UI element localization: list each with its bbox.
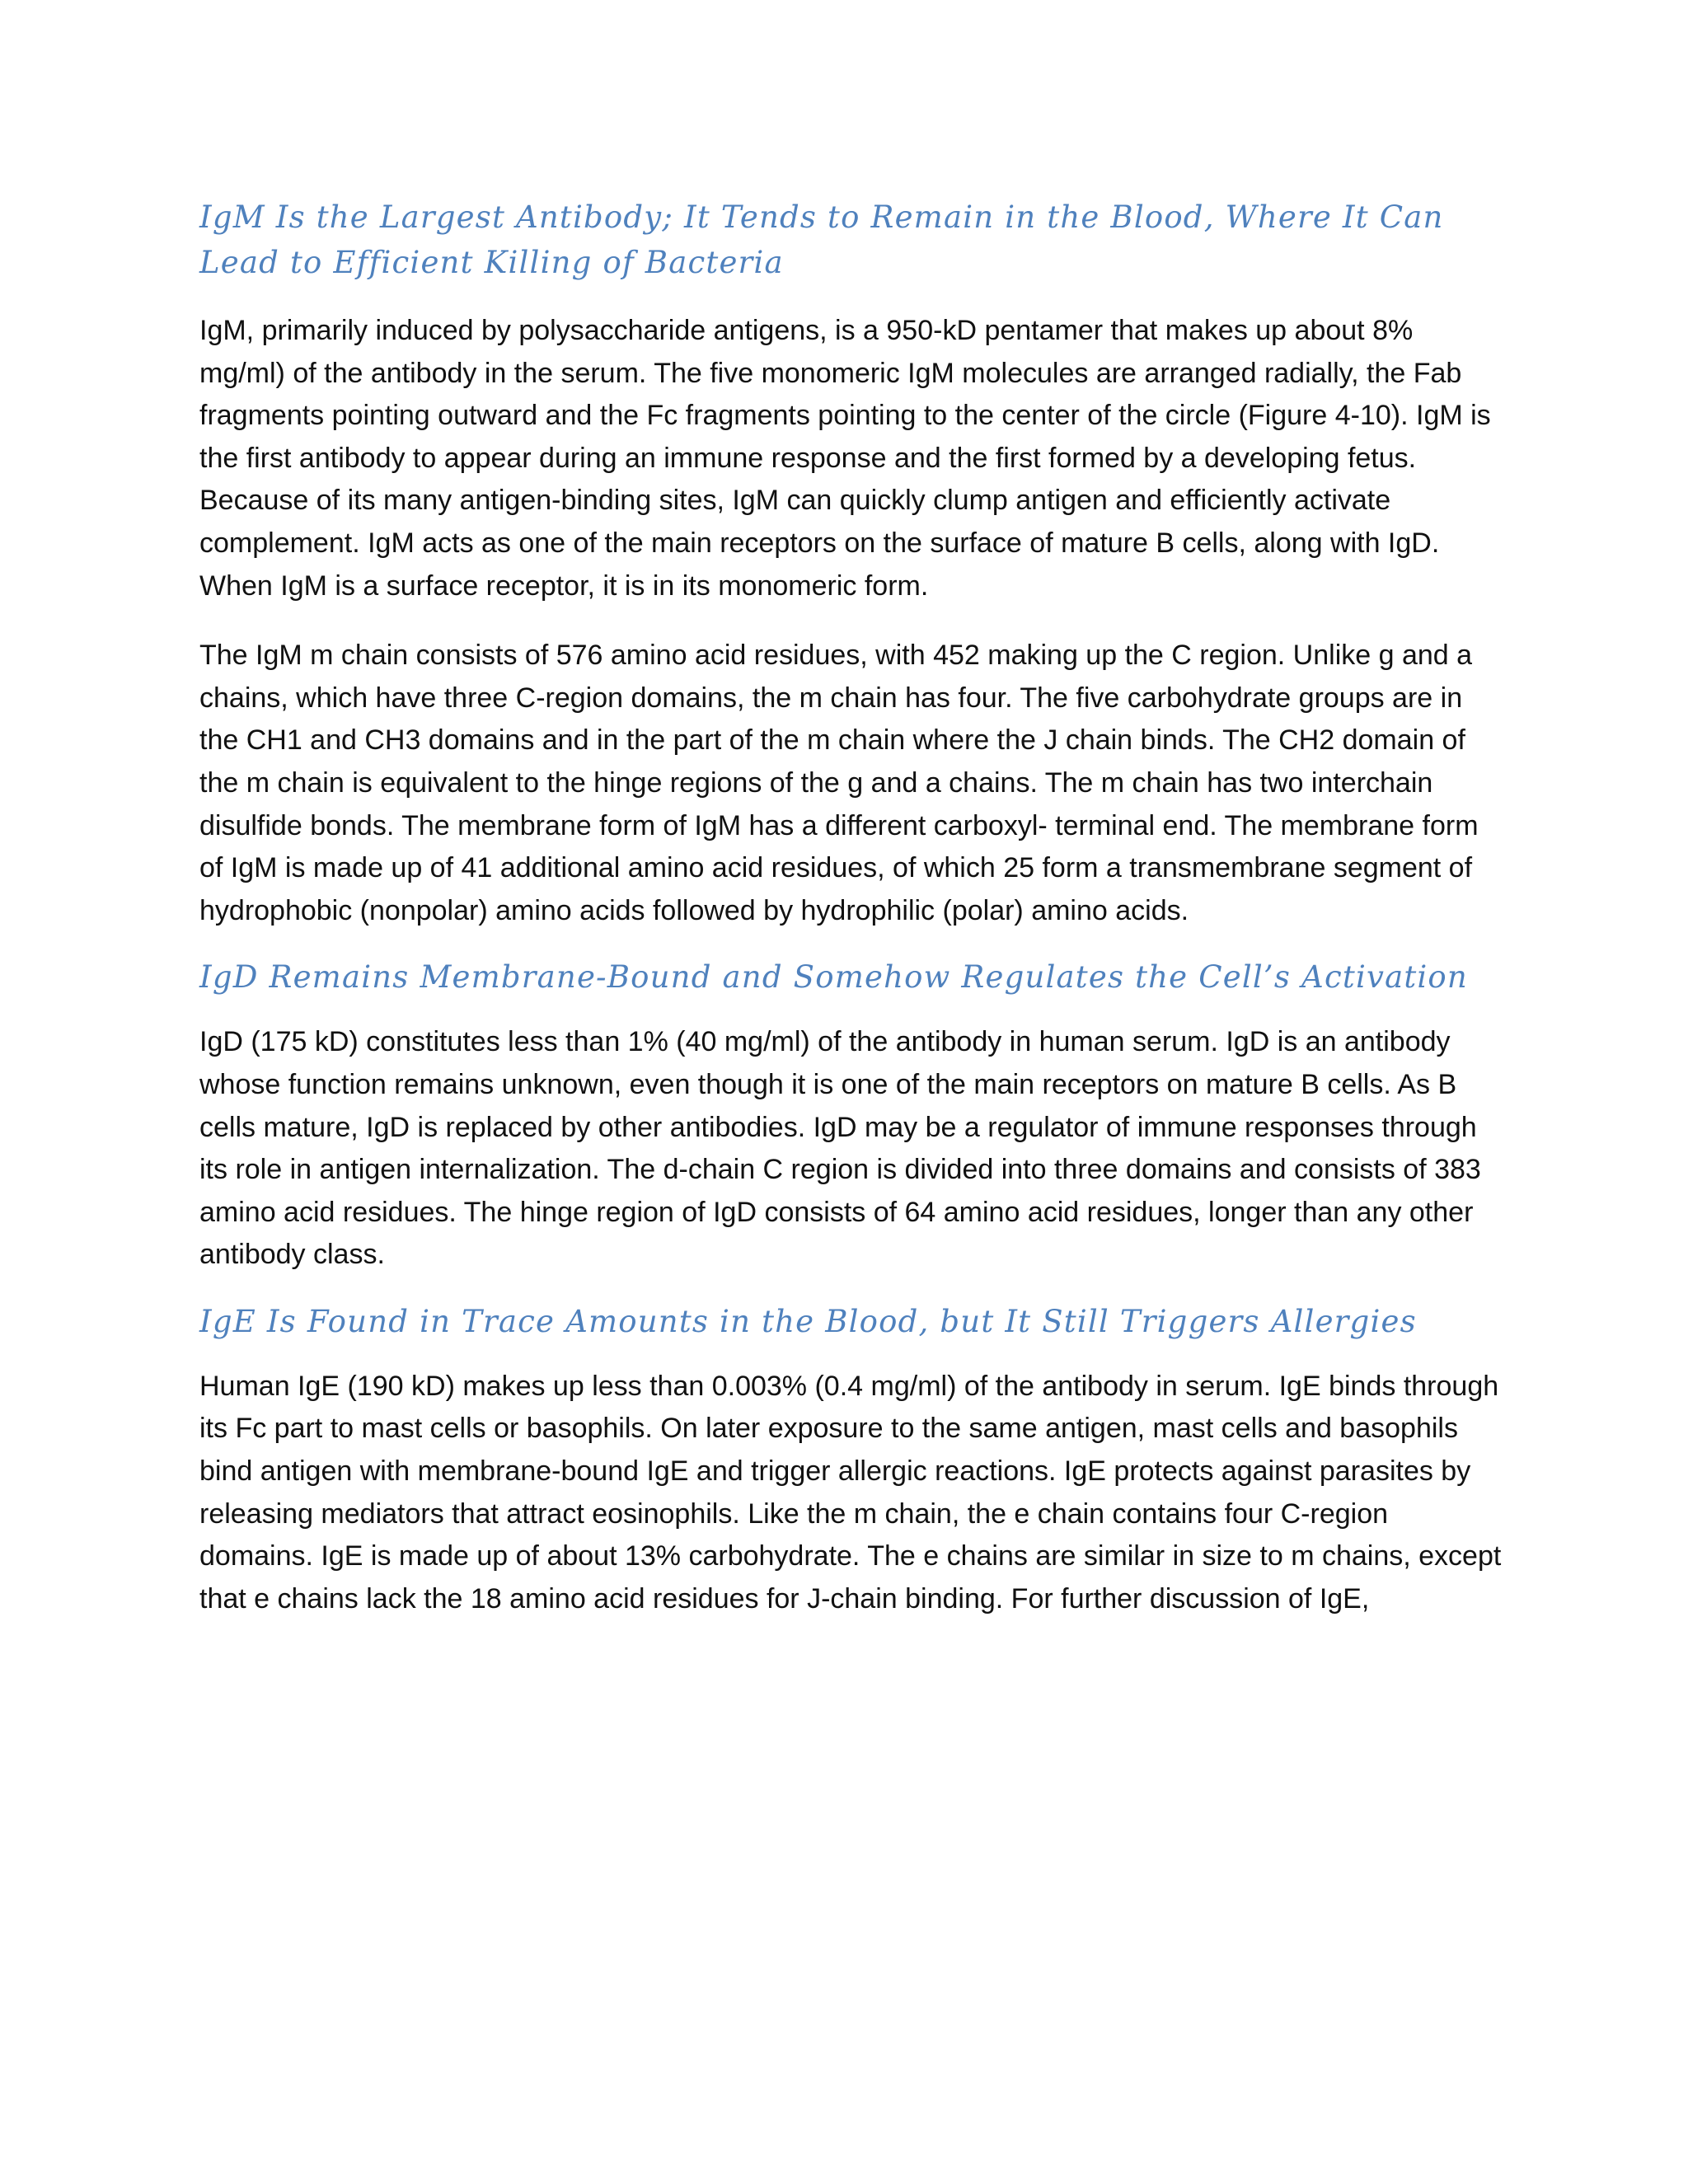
section-heading-ige: IgE Is Found in Trace Amounts in the Blood, but It Still Triggers Allergies [199,1303,1417,1339]
paragraph-igm-chain: The IgM m chain consists of 576 amino acid residues, with 452 making up the C region. Unlike g and a chains, which have three C-region domains, the m chain has four. The five carbohydrate groups are in the CH1 and CH3 domains and in the part of the m chain where the J chain binds. The CH2 domain of the m chain is equivalent to the hinge regions of the g and a chains. The m chain has two interchain disulfide bonds. The membrane form of IgM has a different carboxyl- terminal end. The membrane form of IgM is made up of 41 additional amino acid residues, of which 25 form a transmembrane segment of hydrophobic (nonpolar) amino acids followed by hydrophilic (polar) amino acids. [199,640,1479,926]
paragraph-ige: Human IgE (190 kD) makes up less than 0.003% (0.4 mg/ml) of the antibody in serum. IgE binds through its Fc part to mast cells or basophils. On later exposure to the same antigen, mast cells and basophils bind antigen with membrane-bound IgE and trigger allergic reactions. IgE protects against parasites by releasing mediators that attract eosinophils. Like the m chain, the e chain contains four C-region domains. IgE is made up of about 13% carbohydrate. The e chains are similar in size to m chains, except that e chains lack the 18 amino acid residues for J-chain binding. For further discussion of IgE, [199,1370,1502,1615]
document-body [199,194,1502,1620]
section-heading-igm: IgM Is the Largest Antibody; It Tends to Remain in the Blood, Where It Can Lead to Efficient Killing of Bacteria [199,199,1444,280]
section-heading-igd: IgD Remains Membrane-Bound and Somehow Regulates the Cell’s Activation [199,959,1468,996]
paragraph-igm-structure: IgM, primarily induced by polysaccharide antigens, is a 950-kD pentamer that makes up about 8% mg/ml) of the antibody in the serum. The five monomeric IgM molecules are arranged radially, the Fab fragments pointing outward and the Fc fragments pointing to the center of the circle (Figure 4-10). IgM is the first antibody to appear during an immune response and the first formed by a developing fetus. Because of its many antigen-binding sites, IgM can quickly clump antigen and efficiently activate complement. IgM acts as one of the main receptors on the surface of mature B cells, along with IgD. When IgM is a surface receptor, it is in its monomeric form. [199,315,1491,602]
paragraph-igd: IgD (175 kD) constitutes less than 1% (40 mg/ml) of the antibody in human serum. IgD is an antibody whose function remains unknown, even though it is one of the main receptors on mature B cells. As B cells mature, IgD is replaced by other antibodies. IgD may be a regulator of immune responses through its role in antigen internalization. The d-chain C region is divided into three domains and consists of 383 amino acid residues. The hinge region of IgD consists of 64 amino acid residues, longer than any other antibody class. [199,1026,1481,1271]
